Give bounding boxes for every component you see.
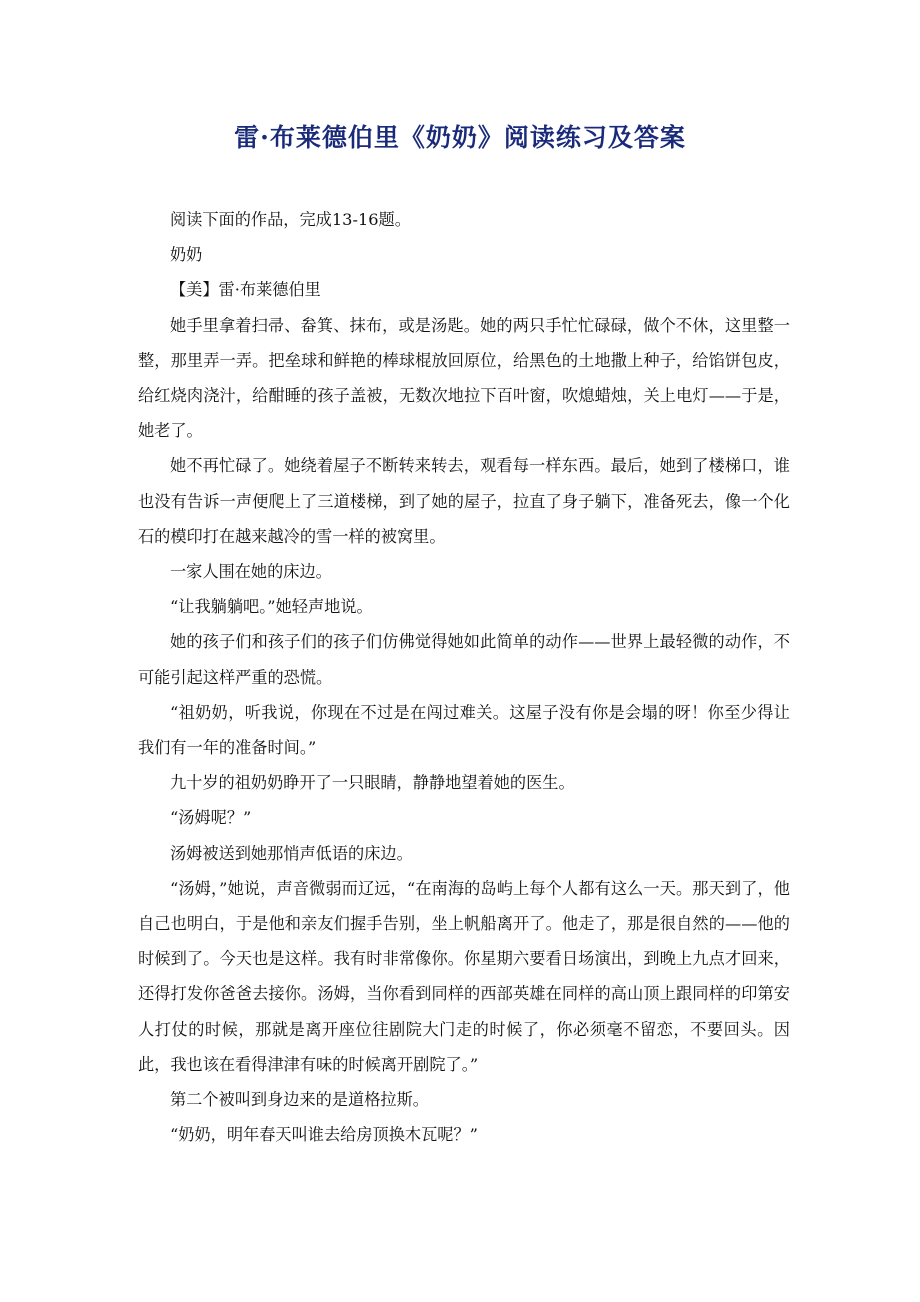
reading-instruction: 阅读下面的作品，完成13-16题。 (170, 210, 411, 229)
paragraph: “让我躺躺吧。”她轻声地说。 (170, 597, 373, 617)
paragraph: 第二个被叫到身边来的是道格拉斯。 (170, 1090, 429, 1110)
story-author: 【美】雷·布莱德伯里 (170, 280, 321, 300)
document-title: 雷·布莱德伯里《奶奶》阅读练习及答案 (234, 123, 686, 152)
story-title: 奶奶 (170, 245, 203, 265)
paragraph: 汤姆被送到她那悄声低语的床边。 (170, 843, 413, 863)
paragraph: “汤姆，”她说，声音微弱而辽远，“在南海的岛屿上每个人都有这么一天。那天到了，他自己也明白，于是他和亲友们握手告别，坐上帆船离开了。他走了，那是很自然的——他的时候到了。今天也是这样。我有时非常像你。你星期六要看日场演出，到晚上九点才回来，还得打发你爸爸去接你。汤姆，当你看到同样的西部英雄在同样的高山顶上跟同样的印第安人打仗的时候，那就是离开座位往剧院大门走的时候了，你必须毫不留恋，不要回头。因此，我也该在看得津津有味的时候离开剧院了。” (138, 878, 790, 1074)
paragraph: 她手里拿着扫帚、畚箕、抹布，或是汤匙。她的两只手忙忙碌碌，做个不休，这里整一整，那里弄一弄。把垒球和鲜艳的棒球棍放回原位，给黑色的土地撒上种子，给馅饼包皮，给红烧肉浇汁，给酣睡的孩子盖被，无数次地拉下百叶窗，吹熄蜡烛，关上电灯——于是，她老了。 (138, 315, 790, 441)
paragraph: “祖奶奶，听我说，你现在不过是在闯过难关。这屋子没有你是会塌的呀！你至少得让我们有一年的准备时间。” (138, 702, 790, 758)
paragraph: “奶奶，明年春天叫谁去给房顶换木瓦呢？” (170, 1125, 478, 1145)
paragraph: 一家人围在她的床边。 (170, 562, 332, 582)
paragraph: 她的孩子们和孩子们的孩子们仿佛觉得她如此简单的动作——世界上最轻微的动作，不可能引起这样严重的恐慌。 (138, 632, 790, 687)
article-body (138, 202, 790, 1152)
paragraph: 她不再忙碌了。她绕着屋子不断转来转去，观看每一样东西。最后，她到了楼梯口，谁也没有告诉一声便爬上了三道楼梯，到了她的屋子，拉直了身子躺下，准备死去，像一个化石的模印打在越来越冷的雪一样的被窝里。 (138, 456, 790, 546)
paragraph: 九十岁的祖奶奶睁开了一只眼睛，静静地望着她的医生。 (170, 773, 575, 793)
paragraph: “汤姆呢？” (170, 808, 252, 828)
